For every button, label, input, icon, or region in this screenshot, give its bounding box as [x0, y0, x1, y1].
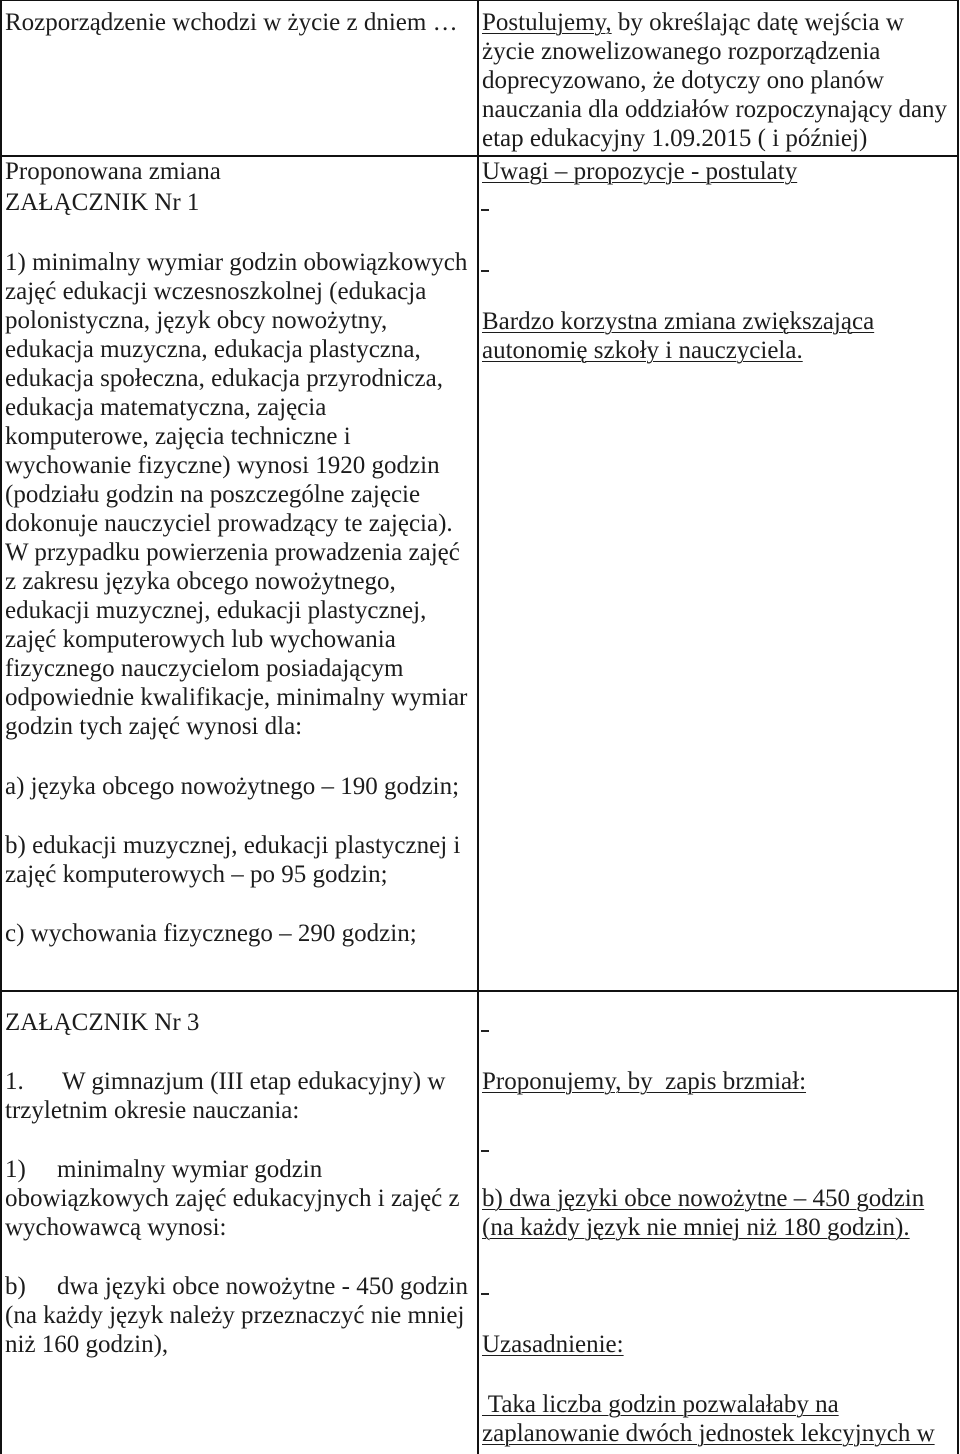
- remark-comment-line: autonomię szkoły i nauczyciela.: [482, 337, 803, 364]
- postulate-line: nauczania dla oddziałów rozpoczynający dany: [482, 96, 948, 123]
- postulate-line: życie znowelizowanego rozporządzenia: [482, 38, 881, 65]
- table-right-border: [957, 0, 959, 1454]
- subpoint-text: minimalny wymiar godzin: [57, 1156, 323, 1183]
- list-item-c: c) wychowania fizycznego – 290 godzin;: [5, 920, 417, 947]
- postulate-lead: Postulujemy,: [482, 9, 612, 36]
- annex-1-heading: ZAŁĄCZNIK Nr 1: [5, 189, 200, 216]
- annex-1-paragraph-line: godzin tych zajęć wynosi dla:: [5, 713, 303, 740]
- point-1-line: [5, 1067, 445, 1096]
- list-item-b: b) edukacji muzycznej, edukacji plastycznej i: [5, 832, 461, 859]
- remark-comment-line: Bardzo korzystna zmiana zwiększająca: [482, 308, 875, 335]
- subpoint-b-line: [5, 1272, 468, 1301]
- subpoint-b-line: (na każdy język należy przeznaczyć nie mniej: [5, 1302, 465, 1329]
- annex-1-paragraph-line: edukacja matematyczna, zajęcia: [5, 394, 327, 421]
- underline-mark: [481, 270, 489, 272]
- proposal-line: b) dwa języki obce nowożytne – 450 godzin: [482, 1185, 925, 1212]
- justification-label: Uzasadnienie:: [482, 1331, 624, 1358]
- point-1-line: trzyletnim okresie nauczania:: [5, 1097, 300, 1124]
- table-left-border: [0, 0, 2, 1454]
- annex-1-paragraph-line: dokonuje nauczyciel prowadzący te zajęcia).: [5, 510, 453, 537]
- postulate-line: etap edukacyjny 1.09.2015 ( i później): [482, 125, 868, 152]
- underline-mark: [481, 1293, 489, 1295]
- annex-1-paragraph-line: edukacji muzycznej, edukacji plastycznej,: [5, 597, 427, 624]
- postulate-line: doprecyzowano, że dotyczy ono planów: [482, 67, 884, 94]
- annex-1-paragraph-line: fizycznego nauczycielom posiadającym: [5, 655, 404, 682]
- annex-1-paragraph-line: (podziału godzin na poszczególne zajęcie: [5, 481, 421, 508]
- annex-1-paragraph-line: 1) minimalny wymiar godzin obowiązkowych: [5, 249, 468, 276]
- subpoint-letter: b): [5, 1273, 26, 1300]
- subpoint-1-line: obowiązkowych zajęć edukacyjnych i zajęć z: [5, 1185, 460, 1212]
- subpoint-b-line: niż 160 godzin),: [5, 1331, 169, 1358]
- subpoint-text: dwa języki obce nowożytne - 450 godzin: [57, 1273, 468, 1300]
- justification-line: zaplanowanie dwóch jednostek lekcyjnych w: [482, 1420, 935, 1447]
- proposal-line: (na każdy język nie mniej niż 180 godzin).: [482, 1214, 910, 1241]
- proposal-intro: Proponujemy, by zapis brzmiał:: [482, 1068, 807, 1095]
- point-text: W gimnazjum (III etap edukacyjny) w: [62, 1068, 446, 1095]
- underline-mark: [481, 1030, 489, 1032]
- subpoint-1-line: [5, 1155, 322, 1184]
- annex-1-paragraph-line: W przypadku powierzenia prowadzenia zajęć: [5, 539, 460, 566]
- annex-1-paragraph-line: edukacja społeczna, edukacja przyrodnicza,: [5, 365, 443, 392]
- subpoint-number: 1): [5, 1156, 26, 1183]
- postulate-line: [482, 8, 904, 37]
- annex-1-paragraph-line: z zakresu języka obcego nowożytnego,: [5, 568, 396, 595]
- annex-1-paragraph-line: zajęć edukacji wczesnoszkolnej (edukacja: [5, 278, 427, 305]
- proposed-change-heading: Proponowana zmiana: [5, 158, 221, 185]
- point-number: 1.: [5, 1068, 24, 1095]
- postulate-text: by określając datę wejścia w: [611, 9, 904, 36]
- annex-1-paragraph-line: zajęć komputerowych lub wychowania: [5, 626, 396, 653]
- annex-1-paragraph-line: wychowanie fizyczne) wynosi 1920 godzin: [5, 452, 440, 479]
- remarks-heading: Uwagi – propozycje - postulaty: [482, 158, 798, 185]
- justification-line: Taka liczba godzin pozwalałaby na: [482, 1391, 839, 1418]
- annex-1-paragraph-line: edukacja muzyczna, edukacja plastyczna,: [5, 336, 421, 363]
- annex-1-paragraph-line: polonistyczna, język obcy nowożytny,: [5, 307, 388, 334]
- list-item-b-continued: zajęć komputerowych – po 95 godzin;: [5, 861, 388, 888]
- underline-mark: [481, 209, 489, 211]
- row-divider-2: [0, 990, 959, 992]
- effective-date-clause: Rozporządzenie wchodzi w życie z dniem …: [5, 9, 458, 36]
- annex-1-paragraph-line: komputerowe, zajęcia techniczne i: [5, 423, 351, 450]
- annex-3-heading: ZAŁĄCZNIK Nr 3: [5, 1009, 200, 1036]
- underline-mark: [481, 1150, 489, 1152]
- subpoint-1-line: wychowawcą wynosi:: [5, 1214, 227, 1241]
- annex-1-paragraph-line: odpowiednie kwalifikacje, minimalny wymiar: [5, 684, 468, 711]
- table-top-border: [0, 0, 959, 1]
- list-item-a: a) języka obcego nowożytnego – 190 godzin;: [5, 773, 460, 800]
- column-divider: [477, 0, 479, 1454]
